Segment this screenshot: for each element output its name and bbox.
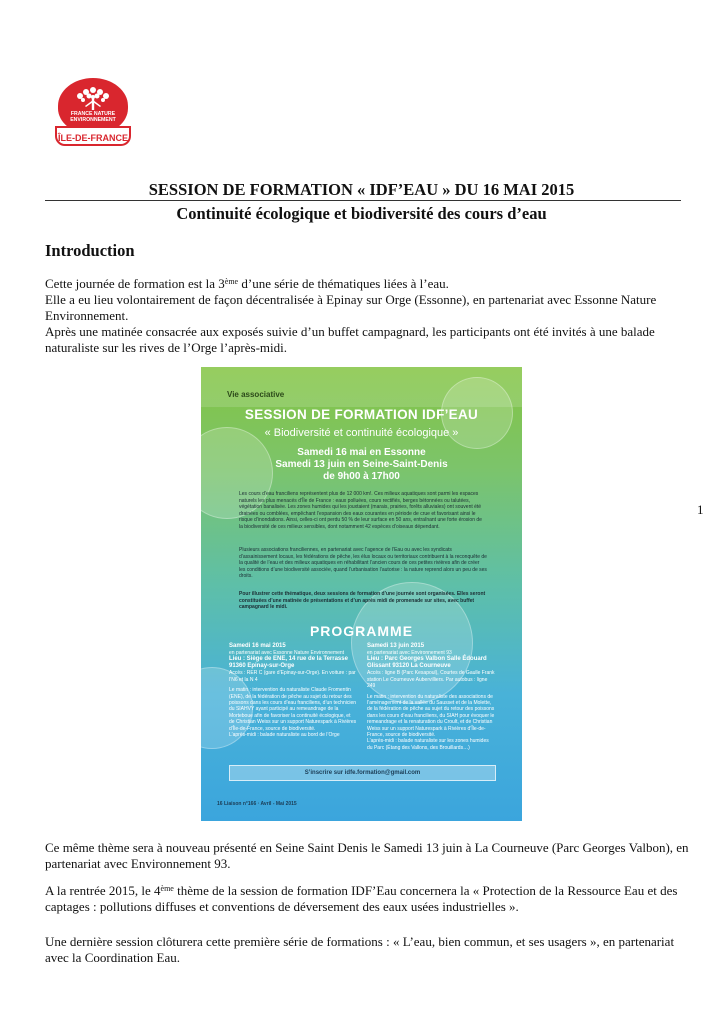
paragraph-rentree: A la rentrée 2015, le 4ème thème de la session de formation IDF’Eau concernera la « Protection de la Ressource Eau et des captages : pollutions diffuses et conventions de déversement des eaux usées industrielles ». [45, 883, 678, 914]
logo-name: FRANCE NATURE ENVIRONNEMENT [70, 111, 116, 123]
tree-icon [69, 84, 117, 110]
poster-section-label: Vie associative [227, 390, 285, 399]
poster-footer: 16 Liaison n°166 · Avril - Mai 2015 [217, 801, 297, 807]
paragraph-derniere-session: Une dernière session clôturera cette première série de formations : « L’eau, bien commun, et ses usagers », en partenariat avec la Coordination Eau. [45, 934, 675, 965]
poster-programme-heading: PROGRAMME [309, 623, 414, 639]
col2-body: Le matin : intervention du naturaliste des associations de l’aménagement de la vallée du Sausset et de la Molette, de la fédération de pêche au sujet du retour des poissons dans les cours d’eau franciliens, du SIAH pour évoquer le remeandrage et la renaturation du Croult, et de Christian Weiss sur un support Naturespark à Rivières d’Île-de-France, source de biodiversité. [367, 693, 495, 739]
col1-date: Samedi 16 mai 2015 [229, 643, 286, 649]
title-divider [45, 200, 681, 201]
col2-afternoon: L’après-midi : balade naturaliste sur les zones humides du Parc (Étang des Vallons, des Brouillards…) [367, 738, 489, 751]
col2-access: Accès : ligne B (Parc Kesapoul), Courtes de Gaulle Frank station Le Courneuve Aubervilliers. Par autobus : ligne 249 [367, 670, 495, 690]
poster-programme-col-2 [367, 643, 495, 751]
col2-partner: en partenariat avec Environnement 93 [367, 650, 452, 656]
poster-header-band [201, 367, 522, 407]
col1-afternoon: L’après-midi : balade naturaliste au bord de l’Orge [229, 732, 340, 739]
poster-text-2: Plusieurs associations franciliennes, en partenariat avec l’agence de l’Eau ou avec les syndicats d’assainissement locaux, les fédérations de pêche, les élus locaux ou territoriaux contribuent à la reconquête de la qualité de l’eau et des milieux aquatiques en réhabilitant l’ancien cours de ces petites rivières afin de créer les conditions d’une biodiversité associée, quand l’urbanisation l’autorise : la nature reprend alors un peu de ses droits. [239, 547, 487, 580]
poster-hours: de 9h00 à 17h00 [323, 471, 400, 482]
col2-date: Samedi 13 juin 2015 [367, 643, 425, 649]
col1-body: Le matin : intervention du naturaliste Claude Fromentin (ENE), de la fédération de pêche au sujet du retour des poissons dans les cours d’eau franciliens, d’un technicien du SIAHVY ayant participé au remeandrage de la Morteboue afin de favoriser la continuité écologique, et de Christian Weiss sur un support Naturespark à Rivières d’Île-de-France, source de biodiversité. [229, 687, 357, 732]
poster-date-1: Samedi 16 mai en Essonne [297, 447, 426, 458]
paragraph-courneuve: Ce même thème sera à nouveau présenté en Seine Saint Denis le Samedi 13 juin à La Courneuve (Parc Georges Valbon), en partenariat avec Environnement 93. [45, 840, 689, 871]
poster-subtitle: « Biodiversité et continuité écologique » [264, 427, 459, 439]
page-subtitle: Continuité écologique et biodiversité des cours d’eau [176, 204, 547, 223]
page-number: 1 [697, 502, 704, 517]
fne-logo [55, 78, 131, 146]
intro-paragraph-1: Cette journée de formation est la 3ème d’une série de thématiques liées à l’eau. [45, 276, 449, 291]
poster-text-3: Pour illustrer cette thématique, deux sessions de formation d’une journée sont organisées. Elles seront constituées d’une matinée de présentations et d’un après midi de promenade sur sites, avec buffet campagnard le midi. [239, 591, 486, 611]
col1-access: Accès : RER C (gare d’Epinay-sur-Orge). En voiture : par l’N6 et la N 4 [229, 670, 356, 683]
poster-title: SESSION DE FORMATION IDF’EAU [244, 407, 479, 422]
col1-partner: en partenariat avec Essonne Nature Environnement [229, 650, 345, 656]
poster-text-1: Les cours d’eau franciliens représentent plus de 12 000 km!. Ces milieux aquatiques sont parmi les espaces naturels les plus menacés d’Île de France : eaux polluées, cours rectifiés, berges bétonnées ou talutées, végétation banalisée. Les zones humides qui les jouxtaient (marais, prairies, forêts alluviales) ont souvent été drainées ou comblées, empêchant l’expansion des eaux courantes en période de crue et favorisant ainsi le risque d’inondations. Ainsi, celles-ci ont perdu 50 % de leur surface en 50 ans, entraînant une forte érosion de la biodiversité de ces milieux sensibles, dont notamment 42 espèces d’oiseaux dépendant. [239, 491, 482, 530]
logo-region: ÎLE-DE-FRANCE [55, 126, 131, 146]
poster-email-box: S’inscrire sur idfe.formation@gmail.com [229, 765, 496, 781]
page-title: SESSION DE FORMATION « IDF’EAU » DU 16 MAI 2015 [148, 180, 575, 199]
poster-date-2: Samedi 13 juin en Seine-Saint-Denis [275, 459, 448, 470]
col1-place: Lieu : Siège de ENE, 14 rue de la Terrasse 91360 Epinay-sur-Orge [229, 656, 348, 670]
col2-place: Lieu : Parc Georges Valbon Salle Édouard Glissant 93120 La Courneuve [367, 656, 487, 670]
poster-programme-col-1 [229, 643, 357, 738]
intro-paragraph-3: Après une matinée consacrée aux exposés suivie d’un buffet campagnard, les participants ont été invités à une balade naturaliste sur les rives de l’Orge l’après-midi. [45, 324, 655, 355]
formation-poster [201, 367, 522, 821]
intro-heading: Introduction [45, 241, 135, 260]
intro-paragraph-2: Elle a eu lieu volontairement de façon décentralisée à Epinay sur Orge (Essonne), en partenariat avec Essonne Nature Environnement. [45, 292, 657, 323]
